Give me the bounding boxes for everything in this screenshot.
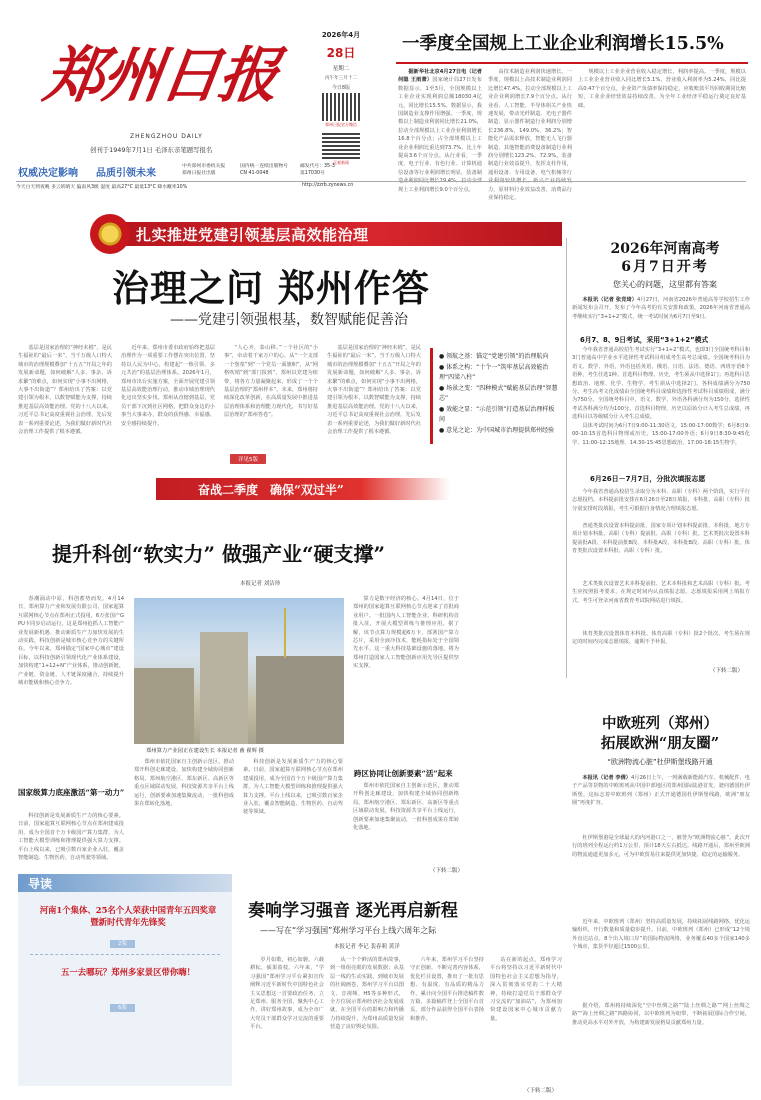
lead-body-a: 基层是国家治理的“神经末梢”，是民生福祉的“最后一米”。当千万级人口特大城市的治理规模叠加“十五五”开局之年的发展新命题，如何破解“人多、事杂、诉求繁”的难点，如何实现“小事不出网格，大事不出街道”？郑州给出了答案：以党建引领为根本，以数智赋能为支撑，持续推进基层高效能治理。党的十八大以来，习近平总书记高度重视社会治理，先后发表一系列重要论述，为我们做好新时代社会治理工作提供了根本遵循。 <box>18 345 112 436</box>
science-photo-caption: 郑州算力产业园正在建设生长 本报记者 菌 翟辉 摄 <box>146 748 264 754</box>
gaokao-body-h: 体育类批次设置体育本科批、体育高职（专科）批2个批次。考生须在规定的时间内完成志愿填报，逾期不予补报。 <box>572 631 750 646</box>
gaokao-body-c-block <box>572 388 750 422</box>
china-europe-headline-b: 拓展欧洲“朋友圈” <box>600 735 720 752</box>
gaokao-body-d: 具体考试时间为6月7日9:00-11:30语文，15:00-17:00数学；6月8日9:00-10:15首选科目物理或历史，15:00-17:00外语；6月9日8:30-9:45化学、11:00-12:15地理、14:30-15:45思想政治、17:00-18:15生物学。 <box>572 423 750 446</box>
masthead-logo: 郑州日报 <box>39 41 282 111</box>
guide-page-2[interactable]: 6版 <box>110 1004 135 1012</box>
qr-label-b: 正观新闻 <box>333 160 349 165</box>
top-story-byline: 据新华社北京4月27日电（记者 何隐 王雨萧） <box>398 69 482 84</box>
banner-text: 扎实推进党建引领基层高效能治理 <box>136 226 369 244</box>
china-europe-body-b-block <box>572 834 750 918</box>
science-body-d2: 郑州市依托国家自主创新示范区，推动郑开科创走廊建设，加快构建全域协同创新格局。郑州航空港区、郑东新区、高新区等重点区域联动发展，科技资源共享平台上线运行，创新要素加速集聚流动，一批科创成果在郑转化落地。 <box>353 783 459 832</box>
lead-story-col-3 <box>224 344 318 448</box>
gaokao-intro <box>572 296 750 330</box>
gaokao-jump[interactable]: （下转二版） <box>710 668 744 674</box>
top-story-body-a: 国家统计局27日发布数据显示，1至3月，全国规模以上工业企业实现利润总额18030.4亿元，同比增长15.5%。数据显示，我国制造业支撑作用增强。一季度，规模以上制造业利润同比增长21.0%，拉动全部规模以上工业企业利润增长16.8个百分点；占全部规模以上工业企业利润比重达到73.7%，比上年提高3.6个百分点。从行业看，一季度，电子行业、有色行业、计算机通信设备等行业利润增长明显，装备制造业利润同比增长29.4%，拉动全部规上工业利润增长9.0个百分点。 <box>398 77 482 193</box>
science-col-4b <box>353 782 459 862</box>
china-europe-subhead: “欧洲物流心脏”杜伊斯堡线路开通 <box>607 758 713 766</box>
edition-count: 今日8版 <box>331 85 351 91</box>
gaokao-body-g-block <box>572 580 750 630</box>
date-year-month: 2026年4月 <box>321 31 361 39</box>
publisher-a: 中共郑州市委机关报 <box>182 164 226 169</box>
bullet-4[interactable]: ● 效能之显：“示范引领”打造基层治理样板间 <box>439 405 555 423</box>
top-story-body-col-3 <box>578 68 746 196</box>
science-body-b: 科技创新是发展新质生产力的核心要素。日前，国家超算互联网核心节点在郑州建成投用，成为全国首个万卡级国产算力集群，为人工智能大模型训练和推理提供强大算力支撑。平台上线以来，已吸引数百家企业入驻，覆盖智能制造、生物医药、自动驾驶等领域。 <box>18 813 124 862</box>
gaokao-body-d-block <box>572 422 750 464</box>
lunar-date: 丙午年三月十二 <box>324 76 358 81</box>
science-body-d: 郑州市依托国家自主创新示范区，推动郑开科创走廊建设，加快构建全域协同创新格局。郑州航空港区、郑东新区、高新区等重点区域联动发展，科技资源共享平台上线运行，创新要素加速集聚流动，一批科创成果在郑转化落地。 <box>134 759 234 808</box>
gaokao-body-f-block <box>572 522 750 580</box>
qr-label-a: 郑州日报官方微信 <box>325 122 357 127</box>
lead-body-c: “人心齐，泰山移。”一个社区的“小事”，牵动着千家万户的心。从“一个支部一个堡垒”到“一个党员一面旗帜”，从“网格吹哨”到“部门报到”，郑州以党建为纽带，将各方力量凝聚起来，形成了一个个基层治理的“郑州样本”。未来，郑州将持续深化改革创新，在高质量发展中推进基层治理体系和治理能力现代化，书写好基层治理的“郑州答卷”。 <box>224 345 318 419</box>
gaokao-body-c: 考生高考文化成绩由全国统考科目成绩和选择性考试科目成绩组成，满分为750分。全国统考科目中，语文、数学、外语各科满分均为150分，选择性考试各科满分均为100分。首选科目物理、历史以原始分计入考生总成绩，再选科目以等级赋分计入考生总成绩。 <box>572 389 750 421</box>
code-b: 第17030号 <box>300 171 325 176</box>
weather-strip <box>16 181 746 190</box>
science-body-b2: 科技创新是发展新质生产力的核心要素。日前，国家超算互联网核心节点在郑州建成投用，成为全国首个万卡级国产算力集群，为人工智能大模型训练和推理提供强大算力支撑。平台上线以来，已吸引数百家企业入驻，覆盖智能制造、生物医药、自动驾驶等领域。 <box>243 759 343 816</box>
party-emblem-icon <box>90 214 130 254</box>
masthead <box>0 0 761 202</box>
bullet-5[interactable]: ● 意见之论：为中国城市治理提供郑州经验 <box>439 426 555 434</box>
science-col-1b <box>18 812 124 862</box>
china-europe-body-c: 近年来，中欧班列（郑州）坚持高质量发展，持续拓展线路网络，优化运输组织，开行数量和质量稳步提升。目前，中欧班列（郑州）已形成“12个境外直达站点、8个出入境口岸”的国际物流网络，业务覆盖40多个国家140多个城市，集货半径超过1500公里。 <box>572 919 750 951</box>
gaokao-subtitle-b: 6月26日－7月7日，分批次填报志愿 <box>590 475 706 483</box>
bullet-2[interactable]: ● 体系之构：“十个一”筑牢基层高效能治理“四梁八柱” <box>439 363 549 381</box>
science-kicker: 奋战二季度 确保“双过半” <box>198 483 344 497</box>
china-europe-body-a: 4月26日上午，一列满载新能源汽车、机械配件、电子产品等货物的中欧班列从中国中部地区的郑州国际陆港首发，驶向德国杜伊斯堡。这标志着中欧班列（郑州）正式开通德国杜伊斯堡线路，欧洲“朋友圈”再度扩容。 <box>572 775 750 807</box>
gaokao-body-b: 今年我省普通高校招生考试实行“3+1+2”模式，也即3门全国统考科目和3门普通高中学业水平选择性考试科目组成考生高考总成绩。全国统考科目为语文、数学、外语，外语包括英语、俄语、日语、法语、德语、西班牙语6个语种，考生任选1种。首选科目物理、历史，考生须从中选择1门；再选科目思想政治、地理、化学、生物学，考生须从中选择2门。各科成绩满分为750分。 <box>572 347 750 396</box>
science-jump[interactable]: （下转二版） <box>430 868 464 874</box>
masthead-slogan-b: 品质引领未来 <box>96 168 156 179</box>
gaokao-body-f: 普通类批次设置本科提前批、国家专项计划本科提前批、本科批、地方专项计划本科批、高职（专科）提前批、高职（专科）批。艺术类批次设置本科提前批A段、本科提前批B段、本科批A段、本科批B段、高职（专科）批。体育类批次设置本科批、高职（专科）批。 <box>572 523 750 555</box>
gaokao-story <box>570 238 750 678</box>
website-link[interactable]: http://zzrb.zynews.cn <box>302 183 354 188</box>
study-body-d: 站在新的起点，郑州学习平台将坚持以习近平新时代中国特色社会主义思想为指导，深入贯彻落实党的二十大精神，持续打造党员干部群众学习交流的“加油站”，为郑州加快建设国家中心城市贡献力量。 <box>490 957 562 1022</box>
gaokao-body-a: 4月27日，河南省2026年普通高等学校招生工作新闻发布会召开，发布了今年高考的有关安排和政策。2026年河南省普通高考继续实行“3+1+2”模式，统一考试时间为6月7日至9日。 <box>572 297 751 320</box>
gaokao-body-e-block <box>572 488 750 522</box>
guide-box <box>18 874 232 1086</box>
column-divider <box>566 238 567 678</box>
lead-body-b: 近年来，郑州市委市政府始终把基层治理作为一项重要工作摆在突出位置，坚持以人民为中心，构建起“一核引领、多元共治”的基层治理体系。2026年1月，郑州市出台实施方案，全面开展党建引领基层高效能治理行动，推动市域治理现代化迈出坚实步伐。郑州从直辖到基层，党员干部下沉到社区网格，把群众身边的小事当大事来办，群众的获得感、幸福感、安全感持续提升。 <box>121 345 215 427</box>
china-europe-byline: 本报讯（记者 李倩） <box>582 775 631 781</box>
qr-code-app[interactable] <box>322 131 360 159</box>
lead-story-subhead: ——党建引领强根基，数智赋能促善治 <box>170 312 408 328</box>
top-story-body-c: 规模以上工业企业营业收入稳定增长，利润率提高。一季度，规模以上工业企业营业收入同比增长5.1%，营业收入利润率为5.24%，同比提高0.47个百分点。企业资产负债率保持稳定，应收账款平均回收期同比缩短，工业企业经营效益持续改善，为全年工业经济平稳运行奠定良好基础。 <box>578 69 746 109</box>
china-europe-headline-a: 中欧班列（郑州） <box>602 715 718 732</box>
lead-story <box>16 256 566 476</box>
study-body-b: 从一个个鲜活的郑州故事，到一组组亮眼的发展数据；从基层一线的生动实践，到城市发展的壮阔画卷，郑州学习平台以图文、音视频、H5等多种形式，全方位展示郑州经济社会发展成就，在全国平台的影响力和传播力持续提升，为郑州高质量发展营造了良好舆论氛围。 <box>330 957 404 1031</box>
bullet-1[interactable]: ● 领航之基：锚定“党建引领”的治理航向 <box>439 353 549 360</box>
china-europe-body-a-block <box>572 774 750 834</box>
gaokao-body-b-block <box>572 346 750 396</box>
science-byline: 本报记者 刘洁珍 <box>240 581 281 587</box>
china-europe-body-c-block <box>572 918 750 1002</box>
gaokao-body-e: 今年我省普通高校招生录取分为本科、高职（专科）两个阶段，实行平行志愿投档。本科提前批安排在6月26日至28日填报，本科批、高职（专科）批分别安排时段填报，考生可根据自身情况合理填报志愿。 <box>572 489 750 512</box>
science-photo[interactable] <box>134 598 344 744</box>
science-headline: 提升科创“软实力” 做强产业“硬支撑” <box>52 542 385 566</box>
photo-building-c <box>256 656 344 744</box>
china-europe-story <box>570 712 750 1094</box>
bullet-3[interactable]: ● 场景之变：“四种模式”赋能基层治理“智慧芯” <box>439 384 558 402</box>
serial-a: 国内统一连续出版物号 <box>240 164 288 169</box>
science-col-4 <box>353 595 459 785</box>
code-a: 邮发代号：35-3 <box>300 164 335 169</box>
science-col-3 <box>243 758 343 862</box>
lead-story-headline: 治理之问 郑州作答 <box>112 266 430 310</box>
top-story-rule <box>396 62 748 64</box>
top-story <box>396 30 748 202</box>
science-body-c: 算力是数字经济的核心。4月14日，位于郑州的国家超算互联网核心节点迎来了首批商业用户。一批国内人工智能企业、科研机构首批入驻，开展大模型训练与推理应用。据了解，该节点算力规模超6万卡，部署国产算力芯片，采用全液冷技术，能耗指标处于全国领先水平。这一重大科技基础设施的落地，将为郑州打造国家人工智能创新应用先导区提供坚实支撑。 <box>353 596 459 670</box>
guide-page-1[interactable]: 2版 <box>110 940 135 948</box>
gaokao-subhead: 您关心的问题，这里都有答案 <box>613 280 717 289</box>
top-story-headline: 一季度全国规上工业企业利润增长15.5% <box>402 34 724 54</box>
science-col-1 <box>18 595 124 785</box>
study-body-c: 六年来，郑州学习平台坚持守正创新，不断完善内容体系，优化栏目设置，推出了一批有思想、有温度、有品质的精品力作，累计向全国平台推送稿件数万篇，多篇稿件登上全国平台首页，部分作品获得全国平台表扬和推荐。 <box>410 957 484 1022</box>
photo-building-a <box>134 668 194 744</box>
photo-crane <box>284 608 286 658</box>
date-box <box>316 30 366 91</box>
study-col-3 <box>410 956 484 1084</box>
gaokao-byline: 本报讯（记者 张竞琦） <box>582 297 638 303</box>
study-jump[interactable]: （下转二版） <box>524 1088 558 1094</box>
guide-item-1[interactable]: 河南1个集体、25名个人荣获中国青年五四奖章暨新时代青年先锋奖 <box>39 905 217 927</box>
gaokao-body-h-block <box>572 630 750 664</box>
banner <box>96 222 562 246</box>
china-europe-body-d: 据介绍，郑州将持续深化“空中丝绸之路”“陆上丝绸之路”“网上丝绸之路”“海上丝绸之路”四路协同，以中欧班列为纽带，不断拓展国际合作空间，推动更高水平对外开放，为构建新发展格局贡献郑州力量。 <box>572 1003 750 1026</box>
gaokao-subtitle-a: 6月7、8、9日考试，采用“3+1+2”模式 <box>580 336 709 344</box>
top-story-body-b: 高技术制造业利润快速增长。一季度，规模以上高技术制造业利润同比增长47.4%，拉动全部规模以上工业企业利润增长7.9个百分点。从行业看，人工智能、半导体相关产业快速发展，带动光纤制造、光电子器件制造、显示器件制造行业利润分别增长236.8%、149.0%、36.2%；智能化产品需求释放，智能无人飞行器制造、其他智能消费设备制造行业利润分别增长123.2%、72.9%。装备制造行业效益提升，发挥支柱作用，通用设备、专用设备、电气机械等行业利润较快增长。新兴产业持续发力，原材料行业效益改善，消费品行业保持稳定。 <box>488 69 572 202</box>
publisher-b: 郑州日报社出版 <box>182 171 216 176</box>
science-body-a: 春潮涌动中原，科创蓄势而发。4月14日，郑州算力产业和发展有限公司、国家超算互联网核心节点在郑州正式投用，6万张国产GPU卡同步启动运行。这是郑州抢抓人工智能产业发展新机遇、推动新质生产力加快发展的生动实践。科技创新是城市核心竞争力的关键所在。今年以来，郑州锚定“国家中心城市”建设目标，以科技创新引领现代化产业体系建设，加快构建“1+12+N”产业体系，推动创新链、产业链、资金链、人才链深度融合，持续提升城市能级和核心竞争力。 <box>18 596 124 687</box>
science-col-2 <box>134 758 234 862</box>
study-col-2 <box>330 956 404 1084</box>
masthead-founded: 创刊于1949年7月1日 毛泽东亲笔题写报名 <box>90 146 213 154</box>
weekday: 星期二 <box>332 66 350 72</box>
lead-story-jump[interactable]: 详见5版 <box>230 454 266 464</box>
photo-building-b <box>200 632 248 744</box>
lead-story-bullets <box>430 348 564 444</box>
lead-story-col-2 <box>121 344 215 448</box>
weather-text: 今天白天到夜晚 多云转晴天 偏南风3级 湿度 最高27°C 最低13°C 降水概率10% <box>16 185 188 190</box>
guide-divider <box>30 954 220 955</box>
science-subtitle-b: 跨区协同让创新要素“活”起来 <box>354 769 453 778</box>
guide-header <box>18 874 232 892</box>
study-byline: 本报记者 李记 裴春莉 黄洋 <box>334 944 400 950</box>
study-col-4 <box>490 956 562 1084</box>
gaokao-headline-b: 6月7日开考 <box>621 259 709 275</box>
china-europe-body-d-block <box>572 1002 750 1086</box>
guide-title: 导读 <box>28 877 53 891</box>
gaokao-headline-a: 2026年河南高考 <box>610 241 720 257</box>
masthead-slogan-a: 权威决定影响 <box>18 168 78 179</box>
guide-item-2[interactable]: 五一去哪玩？郑州多家景区带你嗨！ <box>61 967 195 977</box>
lead-story-col-1 <box>18 344 112 448</box>
study-body-a: 岁月如歌，初心如磐。六载耕耘，硕果盈枝。六年来，“学习强国”郑州学习平台紧扣宣传阐释习近平新时代中国特色社会主义思想这一首要政治任务，立足郑州、服务全国，聚焦中心工作，讲好郑州故事，成为全市广大党员干部群众学习交流的重要平台。 <box>250 957 324 1031</box>
top-story-body-col-1 <box>398 68 482 196</box>
science-subtitle-a: 国家级算力底座激活“第一动力” <box>18 788 125 797</box>
study-headline: 奏响学习强音 逐光再启新程 <box>248 901 458 921</box>
lead-story-col-4 <box>327 344 421 448</box>
date-day: 28日 <box>326 46 356 60</box>
gaokao-body-g: 艺术类批次设置艺术本科提前批、艺术本科批和艺术高职（专科）批。考生应按照报考要求，在规定时间内认真填报志愿。志愿填报采用网上填报方式，考生可登录河南省教育考试院网站进行填报。 <box>572 581 750 604</box>
serial-b: CN 41-0048 <box>240 171 269 176</box>
top-story-body-col-2 <box>488 68 572 202</box>
qr-code-wechat[interactable] <box>322 93 360 121</box>
science-kicker-bar <box>156 478 450 500</box>
masthead-pinyin: ZHENGZHOU DAILY <box>130 133 203 140</box>
china-europe-body-b: 杜伊斯堡港是全球最大的内河港口之一，被誉为“欧洲物流心脏”。此次开行的班列全程运行约1万公里，预计18天左右抵达。线路开通后，郑州至欧洲的物流通道更加多元，可为中欧贸易往来提供更加快捷、稳定的运输服务。 <box>572 835 750 858</box>
study-subhead: ——写在“学习强国”郑州学习平台上线六周年之际 <box>260 926 437 935</box>
lead-body-d: 基层是国家治理的“神经末梢”，是民生福祉的“最后一米”。当千万级人口特大城市的治理规模叠加“十五五”开局之年的发展新命题，如何破解“人多、事杂、诉求繁”的难点，如何实现“小事不出网格，大事不出街道”？郑州给出了答案：以党建引领为根本，以数智赋能为支撑，持续推进基层高效能治理。党的十八大以来，习近平总书记高度重视社会治理，先后发表一系列重要论述，为我们做好新时代社会治理工作提供了根本遵循。 <box>327 345 421 436</box>
study-col-1 <box>250 956 324 1084</box>
